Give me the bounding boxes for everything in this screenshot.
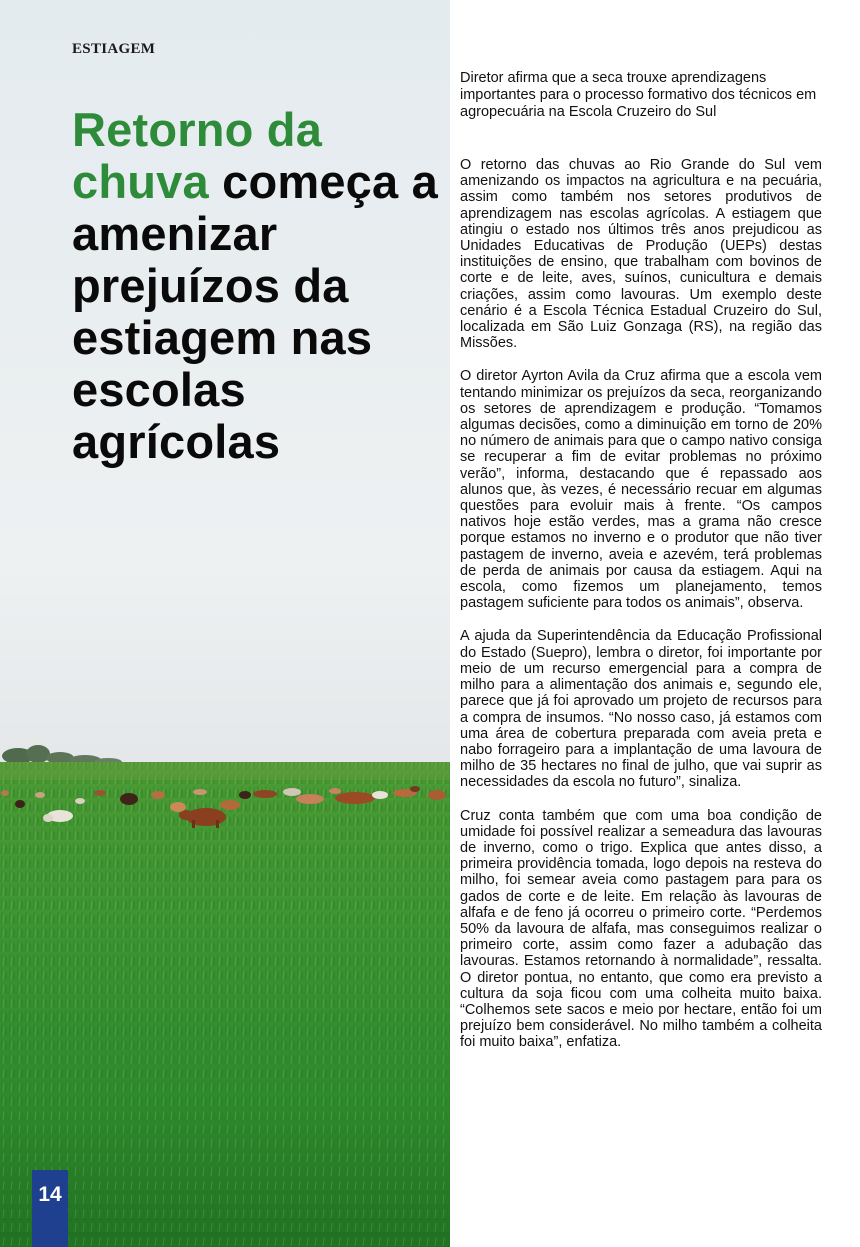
- body-paragraph: O diretor Ayrton Avila da Cruz afirma que a escola vem tentando minimizar os prejuízos da seca, reorganizando os setores de aprendizagem e produção. “Tomamos algumas decisões, como a diminuição em torno de 20% no número de animais para que o campo nativo consiga se recuperar a fim de evitar problemas no próximo verão”, informa, destacando que é repassado aos alunos que, às vezes, é necessário recuar em algumas questões para evoluir mais à frente. “Os campos nativos hoje estão verdes, mas a grama não cresce porque estamos no inverno e o produtor que não tiver pastagem de inverno, aveia e azevém, terá problemas de perda de animais por causa da estiagem. Aqui na escola, como fizemos um planejamento, temos pastagem suficiente para todos os animais”, observa.: [460, 368, 822, 612]
- article-body: [460, 157, 822, 1068]
- headline: [72, 104, 442, 468]
- section-label: ESTIAGEM: [72, 41, 156, 57]
- headline-rest: começa a amenizar prejuízos da estiagem nas escolas agrícolas: [72, 155, 438, 468]
- body-paragraph: A ajuda da Superintendência da Educação Profissional do Estado (Suepro), lembra o diretor, foi importante por meio de um recurso emergencial para a compra de milho para a alimentação dos animais e, segundo ele, parece que já foi aprovado um projeto de recursos para a compra de insumos. “No nosso caso, já estamos com uma área de cobertura preparada com aveia preta e nabo forrageiro para a implantação de uma lavoura de milho de 35 hectares no final de julho, que vai suprir as necessidades da escola no futuro”, sinaliza.: [460, 628, 822, 791]
- lead-summary: Diretor afirma que a seca trouxe aprendizagens importantes para o processo formativo dos técnicos em agropecuária na Escola Cruzeiro do Sul: [460, 70, 817, 120]
- page-number-badge: 14: [32, 1170, 68, 1247]
- headline-highlight: Retorno da chuva: [72, 103, 323, 208]
- body-paragraph: O retorno das chuvas ao Rio Grande do Sul vem amenizando os impactos na agricultura e na pecuária, assim como também nos setores produtivos de aprendizagem nas escolas agrícolas. A estiagem que atingiu o estado nos últimos três anos prejudicou as Unidades Educativas de Produção (UEPs) destas instituições de ensino, que trabalham com bovinos de corte e de leite, aves, suínos, cunicultura e demais criações, assim como lavouras. Um exemplo deste cenário é a Escola Técnica Estadual Cruzeiro do Sul, localizada em São Luiz Gonzaga (RS), na região das Missões.: [460, 157, 822, 352]
- body-paragraph: Cruz conta também que com uma boa condição de umidade foi possível realizar a semeadura das lavouras de inverno, como o trigo. Explica que antes disso, a primeira providência tomada, logo depois na resteva do milho, foi semear aveia como pastagem para para os gados de corte e de leite. Em relação às lavouras de alfafa e de feno já ocorreu o primeiro corte. “Perdemos 50% da lavoura de alfafa, mas conseguimos realizar o primeiro corte, assim como fazer a adubação das lavouras. Estamos retornando à normalidade”, ressalta. O diretor pontua, no entanto, que como era previsto a cultura da soja ficou com uma colheita muito baixa. “Colhemos sete sacos e meio por hectare, então foi um prejuízo bem considerável. No milho também a colheita foi muito baixa”, enfatiza.: [460, 807, 822, 1051]
